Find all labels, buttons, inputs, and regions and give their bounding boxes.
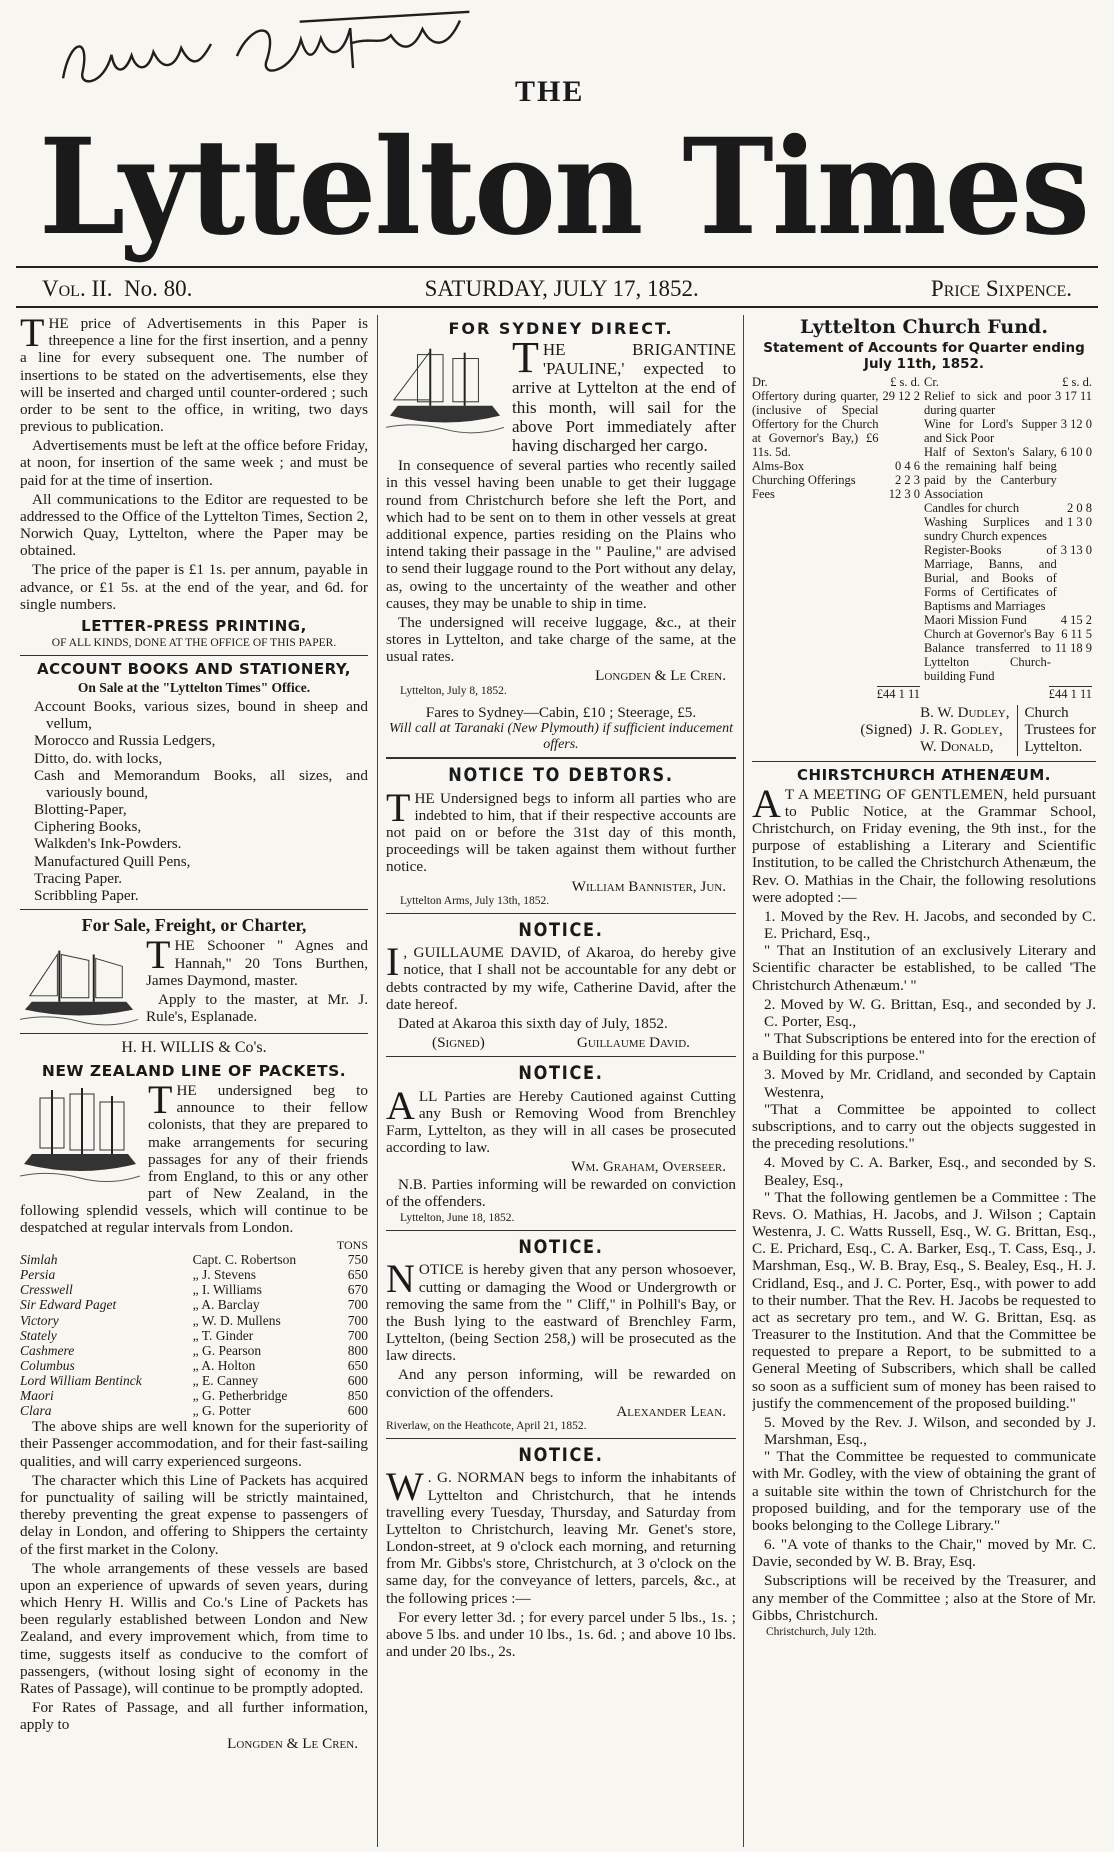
drop-cap: T — [20, 315, 45, 355]
account-amount: 0 4 6 — [895, 458, 920, 473]
volume: Vol. II. — [42, 276, 113, 301]
ship-captain: „ G. Petherbridge — [192, 1388, 288, 1404]
athenaeum-report — [752, 767, 1096, 1639]
schooner-ad — [20, 915, 368, 1025]
drop-cap: N — [386, 1256, 415, 1302]
issue-number: No. 80. — [124, 276, 193, 301]
resolution-mover: 2. Moved by W. G. Brittan, Esq., and seconded by J. C. Porter, Esq., — [764, 995, 1096, 1030]
debit-total: £44 1 11 — [876, 686, 920, 701]
divider — [20, 909, 368, 910]
ship-tons: 600 — [347, 1403, 368, 1419]
ship-name: Persia — [20, 1267, 56, 1283]
ship-captain: „ T. Ginder — [192, 1327, 254, 1343]
lsd-heading: £ s. d. — [1062, 374, 1092, 389]
trustee-role: Trustees for — [1024, 721, 1096, 738]
david-text: , GUILLAUME DAVID, of Akaroa, do hereby give notice, that I shall not be accountable for any debt or debts contracted by my wife, Catherine David, after the date hereof. — [386, 944, 736, 1013]
david-dated: Dated at Akaroa this sixth day of July, 1852. — [398, 1014, 668, 1032]
ship-woodcut-icon — [386, 342, 504, 438]
ship-row — [20, 1373, 368, 1388]
ship-tons: 750 — [347, 1252, 368, 1268]
stationery-item: Manufactured Quill Pens, — [34, 852, 191, 870]
account-line — [924, 501, 1092, 515]
account-amount: 3 13 0 — [1060, 542, 1092, 557]
trustees-block — [752, 705, 1096, 756]
account-item: Fees — [752, 486, 775, 501]
athenaeum-date: Christchurch, July 12th. — [766, 1625, 877, 1638]
handwritten-annotation — [49, 0, 485, 124]
ship-row — [20, 1388, 368, 1403]
packets-text: The character which this Line of Packets has acquired for punctuality of sailing will be strictly maintained, thereby preventing the great expense to passengers of delay in London, and offering to Shippers the certainty of the first market in the Colony. — [20, 1471, 368, 1558]
packets-subheading: NEW ZEALAND LINE OF PACKETS. — [41, 1061, 347, 1080]
church-fund-heading: Lyttelton Church Fund. — [800, 316, 1048, 338]
signed-label: (Signed) — [860, 721, 913, 738]
stationery-ad — [20, 661, 368, 904]
stationery-item: Blotting-Paper, — [34, 801, 127, 819]
lsd-heading: £ s. d. — [890, 374, 920, 389]
account-amount: 29 12 2 — [882, 388, 920, 403]
ship-captain: Capt. C. Robertson — [192, 1252, 297, 1268]
ship-row — [20, 1403, 368, 1418]
account-amount: 12 3 0 — [888, 486, 920, 501]
ship-captain: „ W. D. Mullens — [192, 1312, 281, 1328]
ship-name: Sir Edward Paget — [20, 1297, 117, 1313]
church-fund-subheading: Statement of Accounts for Quarter ending July 11th, 1852. — [763, 340, 1085, 372]
account-item: Church at Governor's Bay — [924, 626, 1055, 641]
ship-name: Cresswell — [20, 1282, 73, 1298]
lean-heading: NOTICE. — [518, 1235, 604, 1258]
account-amount: 1 3 0 — [1067, 514, 1092, 529]
sydney-ad — [386, 320, 736, 752]
divider — [386, 1056, 736, 1057]
resolution-text: " That an Institution of an exclusively Literary and Scientific character be established, to be called 'The Christchurch Athenæum.' " — [752, 942, 1096, 994]
ship-name: Columbus — [20, 1357, 75, 1373]
account-line — [924, 613, 1092, 627]
account-item: Register-Books of Marriage, Banns, and Burial, and Books of Forms of Certificates of Baptisms and Marriages — [924, 542, 1057, 613]
printing-heading: LETTER-PRESS PRINTING, — [81, 616, 307, 635]
resolution-mover: 3. Moved by Mr. Cridland, and seconded by Captain Westenra, — [764, 1066, 1096, 1101]
sydney-text: HE BRIGANTINE 'PAULINE,' expected to arrive at Lyttelton at the end of this month, will sail for the above Port immediately after having discharged her cargo. — [512, 340, 736, 456]
stationery-heading: ACCOUNT BOOKS AND STATIONERY, — [37, 659, 351, 678]
dateline-rule — [16, 306, 1098, 308]
ship-name: Lord William Bentinck — [20, 1372, 142, 1388]
ship-tons: 850 — [347, 1388, 368, 1404]
column-2 — [386, 315, 736, 1845]
account-line — [924, 543, 1092, 613]
ad-terms-text: The price of the paper is £1 1s. per annum, payable in advance, or £1 5s. at the end of the year, and 6d. for single numbers. — [20, 561, 368, 613]
account-item: Offertory during quarter, (inclusive of Special Offertory for the Church at Governor's Bay,) £6 11s. 5d. — [752, 388, 879, 459]
ships-table — [20, 1252, 368, 1418]
resolution — [752, 908, 1096, 994]
debit-heading: Dr. — [752, 374, 768, 389]
debit-side — [752, 375, 924, 683]
resolution-text: "That a Committee be appointed to collect subscriptions, and to carry out the objects suggested in the preceding resolutions." — [752, 1100, 1096, 1153]
graham-signature: Wm. Graham, Overseer. — [571, 1158, 726, 1176]
stationery-item: Morocco and Russia Ledgers, — [34, 732, 216, 750]
norman-text: For every letter 3d. ; for every parcel under 5 lbs., 1s. ; above 5 lbs. and under 10 lbs., 1s. 6d. ; and above 10 lbs. and under 20 lbs., 2s. — [386, 1608, 736, 1661]
stationery-list — [20, 698, 368, 904]
account-item: Churching Offerings — [752, 472, 856, 487]
sydney-text: The undersigned will receive luggage, &c., at their stores in Lyttelton, and take charge of the same, at the usual rates. — [386, 613, 736, 666]
ship-name: Victory — [20, 1312, 59, 1328]
ship-tons: 700 — [347, 1297, 368, 1313]
debtors-heading: NOTICE TO DEBTORS. — [448, 764, 674, 787]
graham-notice — [386, 1063, 736, 1225]
norman-notice — [386, 1445, 736, 1660]
ship-tons: 700 — [347, 1327, 368, 1343]
david-signature: Guillaume David. — [576, 1034, 690, 1052]
ship-row — [20, 1297, 368, 1312]
debtors-signature: William Bannister, Jun. — [571, 877, 726, 895]
resolution-mover: 1. Moved by the Rev. H. Jacobs, and seconded by C. E. Prichard, Esq., — [764, 907, 1096, 943]
drop-cap: A — [386, 1082, 415, 1128]
church-fund — [752, 317, 1096, 756]
athenaeum-closing: Subscriptions will be received by the Treasurer, and any member of the Committee ; also at the Store of Mr. Gibbs, Christchurch. — [752, 1572, 1096, 1624]
divider — [386, 1230, 736, 1231]
printing-subheading: OF ALL KINDS, DONE AT THE OFFICE OF THIS PAPER. — [51, 636, 337, 649]
divider — [386, 757, 736, 759]
ship-tons: 800 — [347, 1342, 368, 1358]
graham-nb: N.B. Parties informing will be rewarded on conviction of the offenders. — [386, 1175, 736, 1210]
ship-name: Clara — [20, 1403, 52, 1419]
column-1 — [20, 315, 368, 1845]
schooner-heading: For Sale, Freight, or Charter, — [81, 915, 307, 936]
ship-tons: 600 — [347, 1372, 368, 1388]
ship-row — [20, 1267, 368, 1282]
account-line — [752, 459, 920, 473]
graham-text: LL Parties are Hereby Cautioned against Cutting any Bush or Removing Wood from Brenchley Farm, Lyttelton, as they will in all cases be prosecuted according to law. — [386, 1087, 736, 1157]
stationery-item: Cash and Memorandum Books, all sizes, and variously bound, — [34, 766, 368, 801]
masthead-title: Lyttelton Times — [38, 110, 1089, 265]
column-divider — [377, 315, 378, 1847]
packets-text: For Rates of Passage, and all further information, apply to — [20, 1699, 368, 1734]
lean-signature: Alexander Lean. — [616, 1402, 726, 1420]
ship-captain: „ G. Pearson — [192, 1342, 262, 1358]
packets-heading: H. H. WILLIS & Co's. — [121, 1039, 267, 1057]
account-line — [752, 487, 920, 501]
sydney-date: Lyttelton, July 8, 1852. — [400, 684, 507, 697]
tons-label: TONS — [336, 1237, 368, 1252]
account-item: Half of Sexton's Salary, the remaining half being paid by the Canterbury Association — [924, 444, 1057, 501]
ship-captain: „ E. Canney — [192, 1372, 259, 1388]
price: Price Sixpence. — [930, 276, 1072, 301]
schooner-text: Apply to the master, at Mr. J. Rule's, Esplanade. — [146, 990, 368, 1026]
dateline — [42, 276, 1072, 302]
ship-row — [20, 1282, 368, 1297]
divider — [386, 913, 736, 914]
account-item: Washing Surplices and sundry Church expences — [924, 514, 1063, 543]
ship-row — [20, 1343, 368, 1358]
account-item: Candles for church — [924, 500, 1020, 515]
divider — [752, 761, 1096, 762]
account-line — [924, 417, 1092, 445]
ship-row — [20, 1252, 368, 1267]
graham-date: Lyttelton, June 18, 1852. — [400, 1211, 515, 1224]
sydney-call-note: Will call at Taranaki (New Plymouth) if sufficient inducement offers. — [389, 720, 733, 752]
resolutions-list — [752, 908, 1096, 1571]
ship-captain: „ J. Stevens — [192, 1267, 256, 1283]
ship-row — [20, 1328, 368, 1343]
lean-date: Riverlaw, on the Heathcote, April 21, 1852. — [386, 1419, 587, 1432]
ad-terms-text: Advertisements must be left at the office before Friday, at noon, for insertion of the same week ; and must be paid for at the time of insertion. — [20, 437, 368, 489]
resolution — [752, 1414, 1096, 1534]
accounts-totals — [752, 687, 1096, 701]
lean-text: OTICE is hereby given that any person whosoever, cutting or damaging the Wood or Undergrowth or removing the same from the " Cliff," in Polhill's Bay, or the Bush lying to the eastward of Brenchley Farm, Lyttelton, (being Section 258,) will be prosecuted as the law directs. — [386, 1261, 736, 1365]
account-amount: 6 11 5 — [1061, 626, 1092, 641]
account-line — [924, 641, 1092, 683]
account-line — [752, 389, 920, 459]
ship-tons: 650 — [347, 1267, 368, 1283]
resolution-mover: 4. Moved by C. A. Barker, Esq., and seconded by S. Bealey, Esq., — [764, 1154, 1096, 1189]
account-item: Maori Mission Fund — [924, 612, 1027, 627]
packets-ad — [20, 1039, 368, 1752]
drop-cap: T — [148, 1077, 173, 1122]
account-amount: 4 15 2 — [1060, 612, 1092, 627]
stationery-item: Scribbling Paper. — [34, 886, 139, 904]
ship-captain: „ A. Barclay — [192, 1297, 260, 1313]
lean-text: And any person informing, will be rewarded on conviction of the offenders. — [386, 1366, 736, 1401]
david-notice — [386, 920, 736, 1052]
signature-scrawl — [49, 0, 484, 109]
packets-text: The above ships are well known for the superiority of their Passenger accommodation, and for their fast-sailing qualities, and will carry experienced surgeons. — [20, 1418, 368, 1470]
ship-name: Simlah — [20, 1252, 58, 1268]
resolution-text: " That the following gentlemen be a Committee : The Revs. O. Mathias, H. Jacobs, and J. Wilson ; Captain Westenra, J. C. Watts Russell, Esq., W. G. Brittan, Esq., C. E. Prichard, Esq., C. A. Barker, Esq., T. Cass, Esq., J. Marshman, Esq., W. B. Bray, Esq., S. Bealey, Esq., H. J. Cridland, Esq., and J. C. Porter, Esq., with power to add to their number. That the Rev. H. Jacobs be requested to act as secretary pro tem., and W. G. Brittan, Esq. as Treasurer to the Institution. And that the Committee be requested to prepare a Report, to be submitted to a General Meeting of Subscribers, which shall be called so soon as a sufficient sum of money has been raised to justify the commencement of the proposed building." — [752, 1188, 1096, 1412]
packets-signature: Longden & Le Cren. — [227, 1735, 358, 1753]
ship-woodcut-icon — [20, 939, 138, 1031]
ship-woodcut-icon — [20, 1084, 140, 1188]
debtors-date: Lyttelton Arms, July 13th, 1852. — [400, 894, 550, 907]
packets-text: The whole arrangements of these vessels are based upon an experience of upwards of seven years, during which Henry H. Willis and Co.'s Line of Packets has been regularly established between London and New Zealand, and every improvement which, from time to time, suggests itself as conducive to the comfort of passengers, (without losing sight of economy in the Rates of Passage), will continue to be promptly adopted. — [20, 1559, 368, 1697]
resolution-text: " That Subscriptions be entered into for the erection of a Building for this purpose." — [752, 1030, 1096, 1065]
stationery-item: Tracing Paper. — [34, 869, 123, 887]
ship-captain: „ I. Williams — [192, 1282, 262, 1298]
sydney-heading: FOR SYDNEY DIRECT. — [448, 319, 674, 338]
account-item: Alms-Box — [752, 458, 805, 473]
account-line — [752, 473, 920, 487]
ship-captain: „ G. Potter — [192, 1403, 251, 1419]
graham-heading: NOTICE. — [518, 1062, 604, 1085]
ship-row — [20, 1358, 368, 1373]
signed-label: (Signed) — [432, 1034, 485, 1052]
trustee-name: J. R. Godley, — [920, 721, 1003, 738]
account-line — [924, 627, 1092, 641]
resolution-text: 6. "A vote of thanks to the Chair," moved by Mr. C. Davie, seconded by W. B. Bray, Esq. — [752, 1536, 1096, 1571]
account-amount: 3 12 0 — [1060, 416, 1092, 431]
account-amount: 6 10 0 — [1060, 444, 1092, 459]
account-amount: 2 2 3 — [895, 472, 920, 487]
account-amount: 11 18 9 — [1054, 640, 1092, 655]
trustee-role: Lyttelton. — [1024, 738, 1083, 755]
drop-cap: I — [386, 939, 400, 985]
credit-heading: Cr. — [924, 374, 939, 389]
resolution-text: " That the Committee be requested to communicate with Mr. Godley, with the view of obtaining the grant of a suitable site within the town of Christchurch for the proposed building, and for the temporary use of the books belonging to the College Library." — [752, 1448, 1096, 1534]
ship-row — [20, 1313, 368, 1328]
divider — [20, 655, 368, 656]
debtors-notice — [386, 765, 736, 907]
column-divider — [743, 315, 744, 1847]
drop-cap: T — [386, 784, 411, 830]
athenaeum-intro: T A MEETING OF GENTLEMEN, held pursuant to Public Notice, at the Grammar School, Christchurch, on Friday evening, the 9th inst., for the purpose of establishing a Literary and Scientific Institution, to be called the Christchurch Athenæum, the Rev. O. Mathias in the Chair, the following resolutions were adopted :— — [752, 785, 1096, 906]
ship-captain: „ A. Holton — [192, 1357, 256, 1373]
ship-tons: 670 — [347, 1282, 368, 1298]
accounts-statement — [752, 375, 1096, 683]
advertisement-terms — [20, 315, 368, 650]
ad-terms-text: HE price of Advertisements in this Paper is threepence a line for the first insertion, and a penny a line for every subsequent one. The number of insertions to be stated on the advertisements, else they will be inserted and charged until counter-ordered ; such order to be sent to the office, in writing, two days previous to publication. — [20, 315, 368, 436]
divider — [386, 1438, 736, 1439]
norman-text: . G. NORMAN begs to inform the inhabitants of Lyttelton and Christchurch, that he intends travelling every Tuesday, Thursday, and Saturday from Lyttelton to Christchurch, leaving Mr. Genet's store, London-street, at 9 o'clock each morning, and returning from Mr. Gibbs's store, Christchurch, at 3 o'clock on the same day, for the conveyance of letters, parcels, &c., at the following prices :— — [386, 1469, 736, 1607]
account-amount: 3 17 11 — [1054, 388, 1092, 403]
sydney-fares: Fares to Sydney—Cabin, £10 ; Steerage, £5. — [425, 703, 697, 721]
drop-cap: T — [512, 333, 539, 383]
norman-heading: NOTICE. — [518, 1443, 604, 1466]
ship-name: Cashmere — [20, 1342, 75, 1358]
resolution-mover: 5. Moved by the Rev. J. Wilson, and seconded by J. Marshman, Esq., — [764, 1413, 1096, 1449]
stationery-item: Account Books, various sizes, bound in sheep and vellum, — [34, 698, 368, 733]
stationery-subheading: On Sale at the "Lyttelton Times" Office. — [77, 679, 311, 695]
account-line — [924, 445, 1092, 501]
trustee-roles — [1018, 705, 1096, 756]
resolution — [752, 1154, 1096, 1412]
account-line — [924, 515, 1092, 543]
divider — [20, 1033, 368, 1034]
drop-cap: T — [146, 932, 171, 978]
trustee-name: B. W. Dudley, — [920, 704, 1010, 721]
drop-cap: A — [752, 780, 781, 826]
account-line — [924, 389, 1092, 417]
packets-text: HE undersigned beg to announce to their fellow colonists, that they are prepared to make arrangements for securing passages for any of their friends from England, to this or any other part of New Zealand, in the following splendid vessels, which will continue to be despatched at regular intervals from London. — [20, 1082, 368, 1237]
trustee-name: W. Donald, — [920, 738, 994, 755]
debtors-text: HE Undersigned begs to inform all parties who are indebted to him, that if their respective accounts are not paid on or before the 31st day of this month, proceedings will be taken against them without further notice. — [386, 789, 736, 876]
ship-tons: 650 — [347, 1357, 368, 1373]
drop-cap: W — [386, 1464, 424, 1510]
stationery-item: Ditto, do. with locks, — [34, 749, 163, 767]
account-amount: 2 0 8 — [1067, 500, 1092, 515]
schooner-text: HE Schooner " Agnes and Hannah," 20 Tons Burthen, James Daymond, master. — [146, 937, 368, 989]
stationery-item: Walkden's Ink-Powders. — [34, 835, 182, 853]
trustee-role: Church — [1024, 704, 1069, 721]
athenaeum-heading: CHIRSTCHURCH ATHENÆUM. — [797, 765, 1051, 784]
column-3 — [752, 315, 1096, 1845]
masthead-the: THE — [515, 75, 585, 108]
resolution — [752, 1066, 1096, 1152]
ship-tons: 700 — [347, 1312, 368, 1328]
credit-side — [924, 375, 1096, 683]
issue-date: SATURDAY, JULY 17, 1852. — [424, 276, 699, 301]
ad-terms-text: All communications to the Editor are requested to be addressed to the Office of the Lyttelton Times, Section 2, Norwich Quay, Lyttelton, where the Paper may be obtained. — [20, 490, 368, 560]
credit-total: £44 1 11 — [1048, 686, 1092, 701]
account-item: Balance transferred to Lyttelton Church-building Fund — [924, 640, 1051, 683]
resolution — [752, 996, 1096, 1065]
resolution — [752, 1536, 1096, 1570]
david-heading: NOTICE. — [518, 918, 604, 941]
top-rule — [16, 266, 1098, 268]
ship-name: Stately — [20, 1327, 57, 1343]
account-item: Relief to sick and poor during quarter — [924, 388, 1051, 417]
stationery-item: Ciphering Books, — [34, 818, 142, 836]
sydney-text: In consequence of several parties who recently sailed in this vessel having been unable to get their luggage round from Christchurch before she left the Port, and which had to be sent on to them in other vessels at great additional expence, parties residing on the Plains who intend taking their passage in the " Pauline," are advised to send their luggage round to the Port without any delay, as, owing to the uncertainty of the weather and other causes, they may be unable to ship in time. — [386, 457, 736, 612]
trustee-names — [920, 705, 1018, 756]
sydney-signature: Longden & Le Cren. — [595, 667, 726, 685]
lean-notice — [386, 1237, 736, 1433]
ship-name: Maori — [20, 1388, 54, 1404]
account-item: Wine for Lord's Supper and Sick Poor — [924, 416, 1057, 445]
